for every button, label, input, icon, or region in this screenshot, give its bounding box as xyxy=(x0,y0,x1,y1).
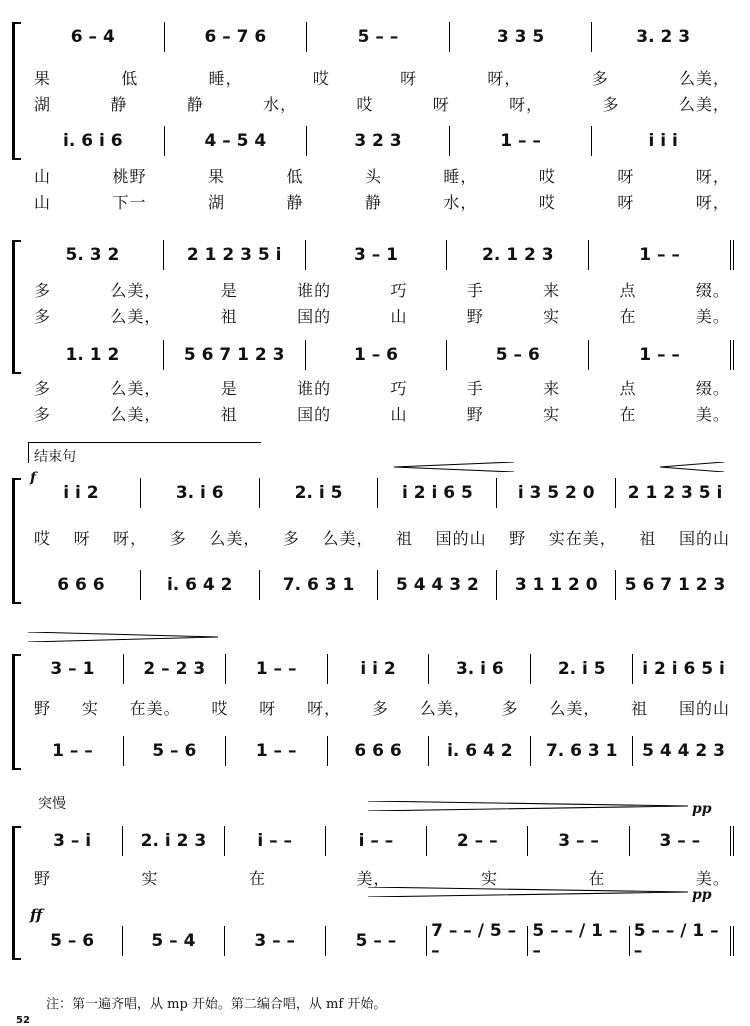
lyric-syllable: 是 xyxy=(220,379,238,398)
measure: 6 6 6 xyxy=(57,575,105,595)
measure: 5 4 4 3 2 xyxy=(377,570,496,600)
measure: 2. 1 2 3 xyxy=(446,240,588,270)
decrescendo-hairpin xyxy=(368,887,688,897)
ending-label: 结束句 xyxy=(34,449,76,465)
measure: 5 4 4 2 3 xyxy=(632,736,734,766)
measure: i i i xyxy=(591,126,734,156)
lyric-line xyxy=(34,66,730,88)
lyric-syllable: 手 xyxy=(466,379,484,398)
measure: 3 – – xyxy=(629,826,730,856)
lyric-syllable: 谁的 xyxy=(297,379,332,398)
lyric-syllable: 手 xyxy=(466,281,484,300)
lyric-line xyxy=(34,866,730,888)
lyric-syllable: 山 xyxy=(390,307,408,326)
lyric-syllable: 多 xyxy=(34,307,52,326)
lyric-syllable: 静 xyxy=(286,193,304,212)
lyric-syllable: 缀。 xyxy=(695,379,730,398)
lyric-line xyxy=(34,304,730,326)
lyric-syllable: 点 xyxy=(619,379,637,398)
measure: 7 – – / 5 – – xyxy=(426,926,527,956)
lyric-line xyxy=(34,376,730,398)
lyric-syllable: 多 xyxy=(371,699,389,718)
lyric-syllable: 山 xyxy=(34,167,52,186)
lyric-syllable: 点 xyxy=(619,281,637,300)
lyric-syllable: 么美， xyxy=(110,307,162,326)
lyric-syllable: 野 xyxy=(466,405,484,424)
lyric-syllable: 在 xyxy=(588,869,606,888)
measure: 1 – 6 xyxy=(305,340,447,370)
lyric-syllable: 么美， xyxy=(110,379,162,398)
measure: 6 6 6 xyxy=(327,736,429,766)
lyric-syllable: 野 xyxy=(34,699,52,718)
lyric-syllable: 谁的 xyxy=(297,281,332,300)
lyric-syllable: 多 xyxy=(34,281,52,300)
lyric-line xyxy=(34,278,730,300)
measure: 3 – 1 xyxy=(305,240,447,270)
measure: 6 – 7 6 xyxy=(164,22,307,52)
lyric-syllable: 祖 xyxy=(220,405,238,424)
lyric-syllable: 山 xyxy=(390,405,408,424)
lyric-syllable: 呀 xyxy=(432,95,450,114)
lyric-syllable: 呀， xyxy=(509,95,544,114)
lyric-syllable: 桃野 xyxy=(112,167,147,186)
lyric-syllable: 静 xyxy=(186,95,204,114)
lyric-syllable: 呀 xyxy=(400,69,418,88)
lyric-syllable: 果 xyxy=(207,167,225,186)
lyric-syllable: 么美， xyxy=(549,699,601,718)
measure: 3. i 6 xyxy=(428,654,530,684)
lyric-syllable: 在 xyxy=(619,307,637,326)
lyric-syllable: 水， xyxy=(263,95,298,114)
lyric-syllable: 低 xyxy=(286,167,304,186)
lyric-syllable: 巧 xyxy=(390,379,408,398)
staff-row xyxy=(22,654,734,684)
dynamic-pp-lower: pp xyxy=(692,887,712,903)
lyric-syllable: 哎 xyxy=(312,69,330,88)
system-bracket xyxy=(12,654,21,770)
lyric-syllable: 美， xyxy=(356,869,391,888)
staff-row xyxy=(22,736,734,766)
lyric-syllable: 美。 xyxy=(695,307,730,326)
measure: i. 6 i 6 xyxy=(63,131,123,151)
measure: 2 – – xyxy=(426,826,527,856)
lyric-syllable: 祖 xyxy=(639,529,657,548)
measure: 1. 1 2 xyxy=(65,345,120,365)
measure: 3 – – xyxy=(527,826,628,856)
staff-row xyxy=(22,478,734,508)
measure: 3 3 5 xyxy=(449,22,592,52)
lyric-syllable: 祖 xyxy=(396,529,414,548)
measure: 5 – 6 xyxy=(123,736,225,766)
measure: i 3 5 2 0 xyxy=(496,478,615,508)
lyric-syllable: 哎 xyxy=(211,699,229,718)
decrescendo-hairpin xyxy=(28,632,218,642)
footnote: 注：第一遍齐唱，从 mp 开始。第二编合唱，从 mf 开始。 xyxy=(46,997,387,1012)
staff-row xyxy=(22,126,734,156)
measure: i – – xyxy=(325,826,426,856)
measure: 2 1 2 3 5 i xyxy=(615,478,734,508)
measure: 1 – – xyxy=(588,240,730,270)
lyric-syllable: 国的山 xyxy=(678,529,730,548)
lyric-syllable: 是 xyxy=(220,281,238,300)
staff-row xyxy=(22,340,734,370)
measure: 2 1 2 3 5 i xyxy=(163,240,305,270)
crescendo-hairpin xyxy=(394,462,514,472)
measure: 7. 6 3 1 xyxy=(259,570,378,600)
lyric-syllable: 山 xyxy=(34,193,52,212)
measure: 5 6 7 1 2 3 xyxy=(615,570,734,600)
lyric-syllable: 低 xyxy=(121,69,139,88)
lyric-syllable: 多 xyxy=(591,69,609,88)
lyric-syllable: 么美， xyxy=(419,699,471,718)
lyric-syllable: 国的山 xyxy=(678,699,730,718)
measure: 3 – 1 xyxy=(50,659,95,679)
lyric-syllable: 巧 xyxy=(390,281,408,300)
lyric-syllable: 下一 xyxy=(112,193,147,212)
lyric-syllable: 多 xyxy=(34,405,52,424)
tempo-marking: 突慢 xyxy=(38,796,66,812)
measure: 2 – 2 3 xyxy=(123,654,225,684)
measure: i. 6 4 2 xyxy=(140,570,259,600)
dynamic-f: f xyxy=(30,470,37,486)
measure: 1 – – xyxy=(449,126,592,156)
lyric-line xyxy=(34,526,730,548)
staff-row xyxy=(22,921,734,961)
measure: i i 2 xyxy=(63,483,99,503)
measure: 5 – – xyxy=(306,22,449,52)
lyric-syllable: 么美， xyxy=(678,69,730,88)
measure: i 2 i 6 5 xyxy=(377,478,496,508)
lyric-syllable: 静 xyxy=(364,193,382,212)
lyric-syllable: 实 xyxy=(543,405,561,424)
lyric-syllable: 么美， xyxy=(678,95,730,114)
lyric-syllable: 呀， xyxy=(695,167,730,186)
lyric-syllable: 野 xyxy=(34,869,52,888)
system-bracket xyxy=(12,22,21,160)
measure: 1 – – xyxy=(588,340,730,370)
lyric-syllable: 呀， xyxy=(695,193,730,212)
lyric-syllable: 祖 xyxy=(631,699,649,718)
measure: 5 – 4 xyxy=(122,926,223,956)
staff-row xyxy=(22,826,734,856)
lyric-line xyxy=(34,92,730,114)
lyric-syllable: 哎 xyxy=(34,529,52,548)
lyric-syllable: 美。 xyxy=(695,869,730,888)
lyric-syllable: 呀 xyxy=(617,167,635,186)
lyric-syllable: 呀 xyxy=(259,699,277,718)
system-bracket xyxy=(12,826,21,960)
lyric-syllable: 野 xyxy=(509,529,527,548)
decrescendo-hairpin xyxy=(368,801,688,811)
lyric-syllable: 么美， xyxy=(322,529,374,548)
lyric-syllable: 实在美， xyxy=(548,529,617,548)
lyric-line xyxy=(34,164,730,186)
lyric-syllable: 呀， xyxy=(307,699,342,718)
measure: 2. i 2 3 xyxy=(122,826,223,856)
lyric-syllable: 野 xyxy=(466,307,484,326)
lyric-syllable: 哎 xyxy=(538,193,556,212)
lyric-syllable: 么美， xyxy=(110,405,162,424)
lyric-syllable: 多 xyxy=(169,529,187,548)
measure: 3. 2 3 xyxy=(591,22,734,52)
staff-row xyxy=(22,570,734,600)
measure: 5 6 7 1 2 3 xyxy=(163,340,305,370)
lyric-syllable: 哎 xyxy=(538,167,556,186)
lyric-syllable: 多 xyxy=(501,699,519,718)
lyric-syllable: 湖 xyxy=(207,193,225,212)
measure: 1 – – xyxy=(225,736,327,766)
measure: 3. i 6 xyxy=(140,478,259,508)
measure: 5. 3 2 xyxy=(65,245,120,265)
lyric-line xyxy=(34,402,730,424)
measure: 3 – – xyxy=(224,926,325,956)
lyric-syllable: 实 xyxy=(480,869,498,888)
lyric-syllable: 呀， xyxy=(487,69,522,88)
measure: 1 – – xyxy=(52,741,93,761)
lyric-syllable: 么美， xyxy=(209,529,261,548)
measure: 2. i 5 xyxy=(259,478,378,508)
measure: 6 – 4 xyxy=(70,27,115,47)
lyric-syllable: 在 xyxy=(619,405,637,424)
measure: 4 – 5 4 xyxy=(164,126,307,156)
measure: i i 2 xyxy=(327,654,429,684)
lyric-syllable: 呀 xyxy=(617,193,635,212)
lyric-syllable: 国的 xyxy=(297,307,332,326)
lyric-syllable: 实 xyxy=(543,307,561,326)
crescendo-hairpin xyxy=(660,462,724,472)
lyric-syllable: 多 xyxy=(282,529,300,548)
lyric-syllable: 睡， xyxy=(443,167,478,186)
lyric-syllable: 实 xyxy=(141,869,159,888)
lyric-syllable: 多 xyxy=(602,95,620,114)
lyric-syllable: 静 xyxy=(110,95,128,114)
dynamic-pp-upper: pp xyxy=(692,801,712,817)
measure: i. 6 4 2 xyxy=(428,736,530,766)
measure: 5 – 6 xyxy=(446,340,588,370)
lyric-syllable: 在美。 xyxy=(129,699,181,718)
staff-row xyxy=(22,240,734,270)
measure: 3 1 1 2 0 xyxy=(496,570,615,600)
lyric-syllable: 头 xyxy=(364,167,382,186)
lyric-syllable: 多 xyxy=(34,379,52,398)
measure: 3 – i xyxy=(53,831,92,851)
lyric-syllable: 湖 xyxy=(34,95,52,114)
lyric-syllable: 国的山 xyxy=(435,529,487,548)
lyric-syllable: 在 xyxy=(248,869,266,888)
lyric-syllable: 呀 xyxy=(73,529,91,548)
staff-row xyxy=(22,22,734,52)
lyric-syllable: 水， xyxy=(443,193,478,212)
lyric-line xyxy=(34,190,730,212)
lyric-syllable: 呀， xyxy=(113,529,148,548)
dynamic-ff: ff xyxy=(30,906,43,924)
lyric-syllable: 么美， xyxy=(110,281,162,300)
lyric-syllable: 来 xyxy=(543,379,561,398)
measure: 5 – 6 xyxy=(50,931,95,951)
measure: 3 2 3 xyxy=(306,126,449,156)
measure: 5 – – / 1 – – xyxy=(629,926,730,956)
measure: i 2 i 6 5 i xyxy=(632,654,734,684)
measure: 7. 6 3 1 xyxy=(530,736,632,766)
measure: i – – xyxy=(224,826,325,856)
lyric-syllable: 睡， xyxy=(208,69,243,88)
lyric-syllable: 美。 xyxy=(695,405,730,424)
lyric-syllable: 果 xyxy=(34,69,52,88)
lyric-syllable: 哎 xyxy=(356,95,374,114)
lyric-syllable: 祖 xyxy=(220,307,238,326)
measure: 5 – – xyxy=(325,926,426,956)
lyric-syllable: 来 xyxy=(543,281,561,300)
page-number: 52 xyxy=(16,1015,30,1026)
measure: 2. i 5 xyxy=(530,654,632,684)
lyric-line xyxy=(34,696,730,718)
lyric-syllable: 实 xyxy=(81,699,99,718)
measure: 5 – – / 1 – – xyxy=(527,926,628,956)
lyric-syllable: 缀。 xyxy=(695,281,730,300)
measure: 1 – – xyxy=(225,654,327,684)
system-bracket xyxy=(12,478,21,604)
system-bracket xyxy=(12,240,21,374)
lyric-syllable: 国的 xyxy=(297,405,332,424)
